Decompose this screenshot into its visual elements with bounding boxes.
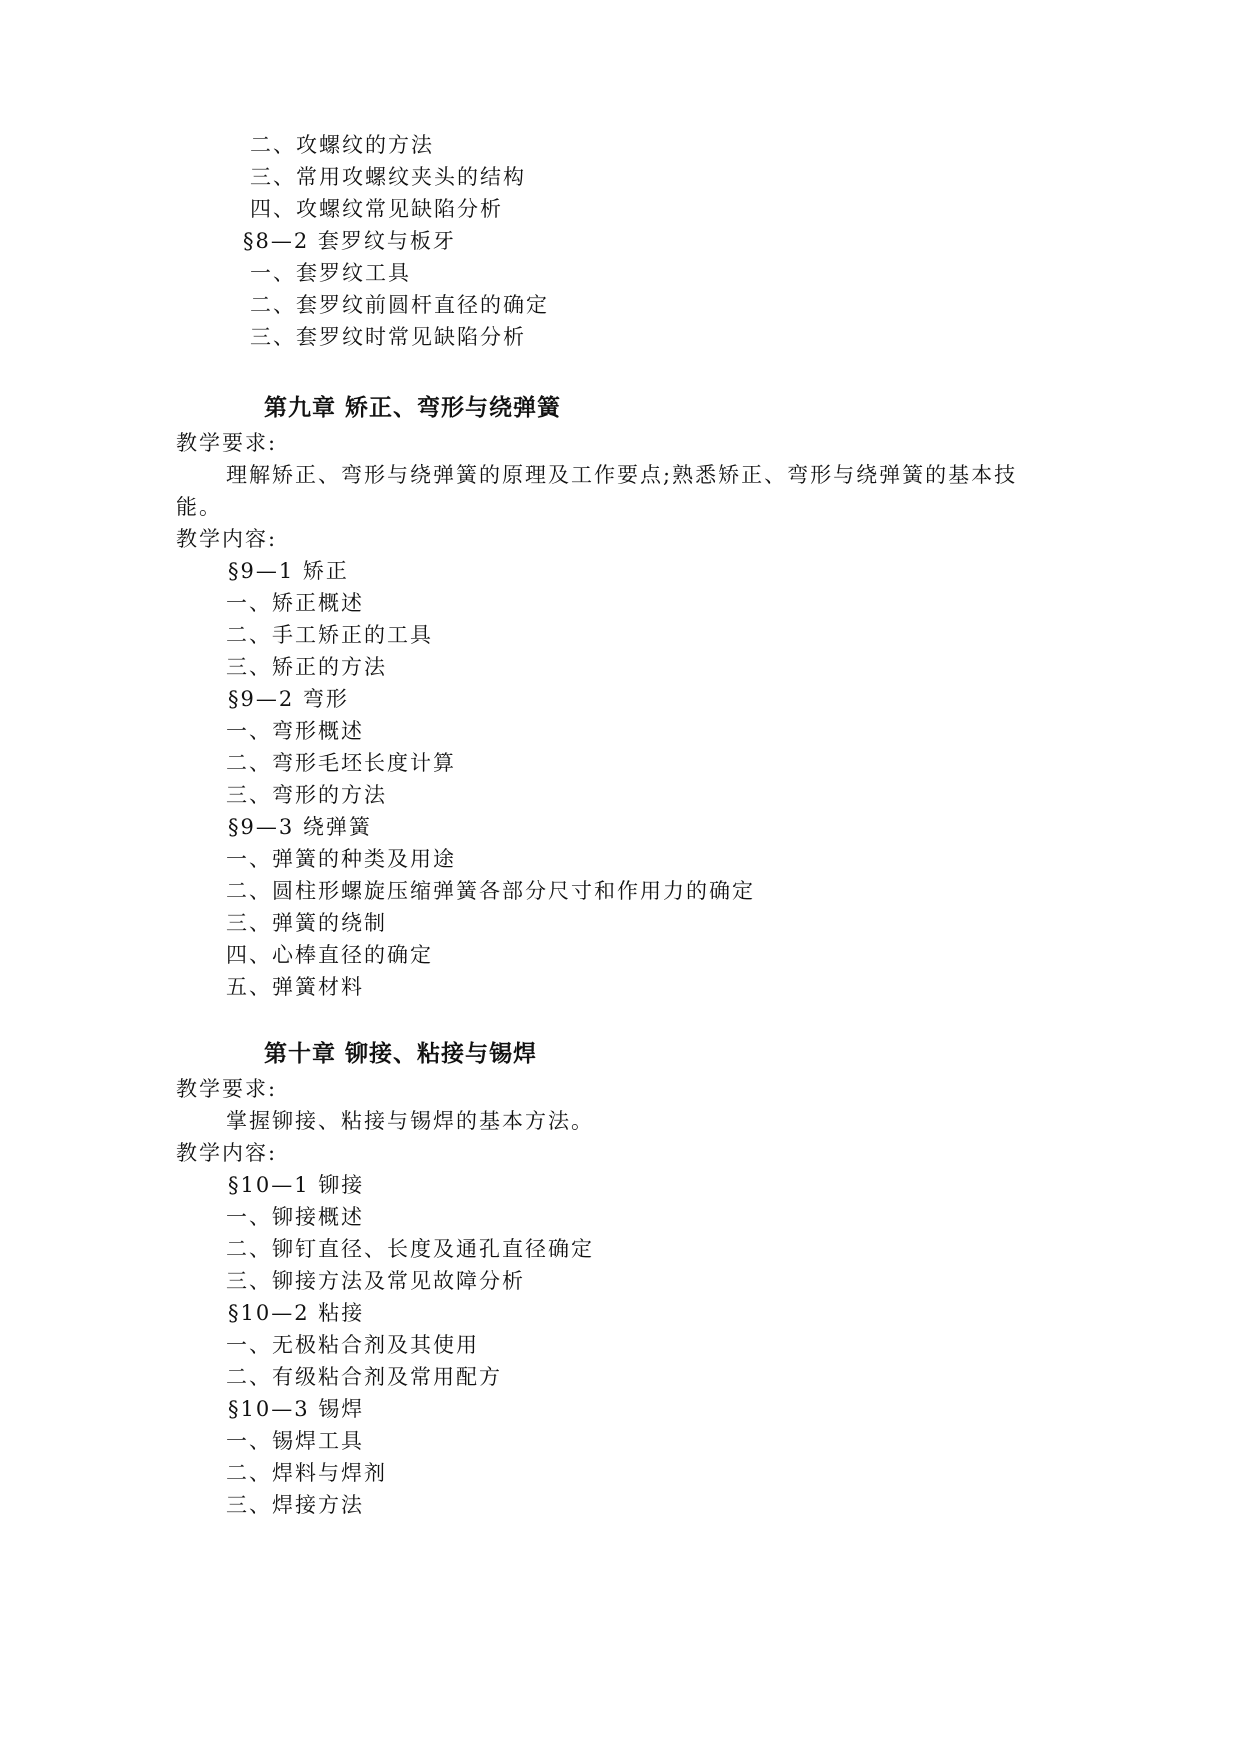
list-item: 二、圆柱形螺旋压缩弹簧各部分尺寸和作用力的确定	[226, 879, 755, 903]
teaching-content-label: 教学内容:	[176, 1141, 278, 1165]
list-item: 二、有级粘合剂及常用配方	[226, 1365, 502, 1389]
list-item: 二、焊料与焊剂	[226, 1461, 387, 1485]
list-item: 三、弹簧的绕制	[226, 911, 387, 935]
teaching-requirements-text: 掌握铆接、粘接与锡焊的基本方法。	[226, 1109, 594, 1133]
list-item: 三、焊接方法	[226, 1493, 364, 1517]
chapter-10-title: 第十章 铆接、粘接与锡焊	[264, 1041, 538, 1067]
list-item: 一、铆接概述	[226, 1205, 364, 1229]
list-item: 二、攻螺纹的方法	[250, 133, 434, 157]
section-heading: §8—2 套罗纹与板牙	[243, 229, 456, 253]
list-item: 一、锡焊工具	[226, 1429, 364, 1453]
section-heading: §10—3 锡焊	[228, 1397, 365, 1421]
list-item: 一、弹簧的种类及用途	[226, 847, 456, 871]
chapter-9-title: 第九章 矫正、弯形与绕弹簧	[264, 395, 562, 421]
teaching-content-label: 教学内容:	[176, 527, 278, 551]
section-heading: §10—1 铆接	[228, 1173, 365, 1197]
section-heading: §9—1 矫正	[228, 559, 349, 583]
list-item: 一、无极粘合剂及其使用	[226, 1333, 479, 1357]
list-item: 二、套罗纹前圆杆直径的确定	[250, 293, 549, 317]
list-item: 一、矫正概述	[226, 591, 364, 615]
list-item: 二、手工矫正的工具	[226, 623, 433, 647]
teaching-requirements-label: 教学要求:	[176, 431, 278, 455]
list-item: 四、攻螺纹常见缺陷分析	[250, 197, 503, 221]
list-item: 一、套罗纹工具	[250, 261, 411, 285]
list-item: 三、常用攻螺纹夹头的结构	[250, 165, 526, 189]
teaching-requirements-text-cont: 能。	[176, 495, 222, 519]
list-item: 三、矫正的方法	[226, 655, 387, 679]
list-item: 三、弯形的方法	[226, 783, 387, 807]
list-item: 二、铆钉直径、长度及通孔直径确定	[226, 1237, 594, 1261]
teaching-requirements-text: 理解矫正、弯形与绕弹簧的原理及工作要点;熟悉矫正、弯形与绕弹簧的基本技	[226, 463, 1018, 487]
section-heading: §10—2 粘接	[228, 1301, 365, 1325]
list-item: 一、弯形概述	[226, 719, 364, 743]
list-item: 三、铆接方法及常见故障分析	[226, 1269, 525, 1293]
list-item: 二、弯形毛坯长度计算	[226, 751, 456, 775]
section-heading: §9—3 绕弹簧	[228, 815, 372, 839]
list-item: 五、弹簧材料	[226, 975, 364, 999]
list-item: 三、套罗纹时常见缺陷分析	[250, 325, 526, 349]
teaching-requirements-label: 教学要求:	[176, 1077, 278, 1101]
list-item: 四、心棒直径的确定	[226, 943, 433, 967]
section-heading: §9—2 弯形	[228, 687, 349, 711]
